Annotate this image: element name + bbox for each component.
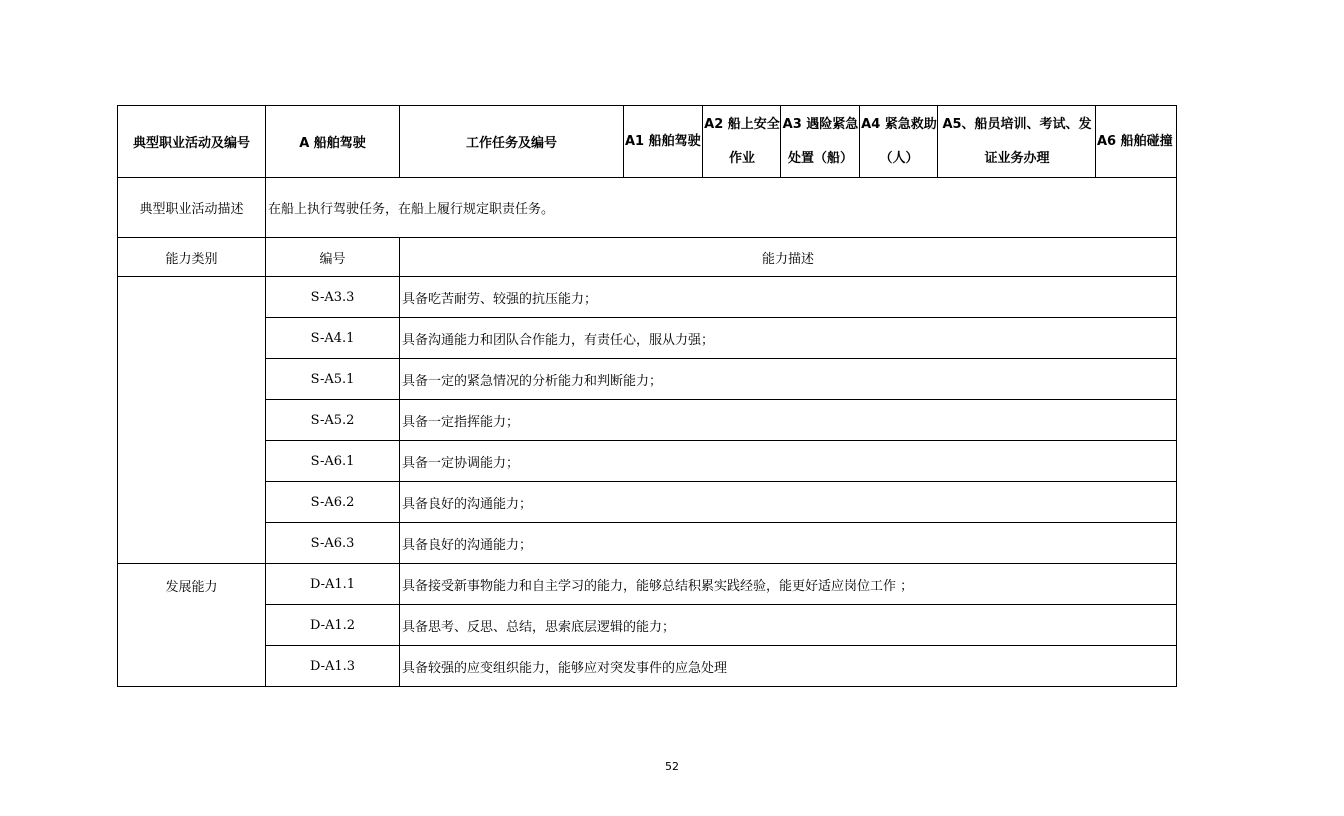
code-cell: D-A1.2 (266, 605, 400, 646)
code-cell: S-A4.1 (266, 318, 400, 359)
table-row (118, 318, 1177, 359)
code-cell: S-A3.3 (266, 277, 400, 318)
desc-header: 能力描述 (400, 238, 1177, 277)
table-row (118, 605, 1177, 646)
code-cell: S-A6.3 (266, 523, 400, 564)
page-number: 52 (665, 760, 679, 773)
code-cell: S-A6.2 (266, 482, 400, 523)
task-a6: A6 船舶碰撞 (1096, 106, 1177, 178)
description-cell: 具备思考、反思、总结，思索底层逻辑的能力； (400, 605, 1177, 646)
table-row (118, 277, 1177, 318)
task-a3: A3 遇险紧急处置（船） (781, 106, 860, 178)
table-row (118, 359, 1177, 400)
code-header: 编号 (266, 238, 400, 277)
code-cell: S-A6.1 (266, 441, 400, 482)
task-label: 工作任务及编号 (400, 106, 624, 178)
category-header: 能力类别 (118, 238, 266, 277)
task-a4: A4 紧急救助（人） (860, 106, 938, 178)
table-row (118, 400, 1177, 441)
activity-label: 典型职业活动及编号 (118, 106, 266, 178)
description-cell: 具备一定的紧急情况的分析能力和判断能力； (400, 359, 1177, 400)
description-cell: 具备良好的沟通能力； (400, 523, 1177, 564)
description-label: 典型职业活动描述 (118, 178, 266, 238)
description-cell: 具备一定指挥能力； (400, 400, 1177, 441)
code-cell: S-A5.1 (266, 359, 400, 400)
column-header-row (118, 238, 1177, 277)
category-cell: 发展能力 (118, 564, 266, 687)
task-a1: A1 船舶驾驶 (624, 106, 703, 178)
competency-table (117, 105, 1177, 687)
category-cell (118, 277, 266, 564)
task-a5: A5、船员培训、考试、发证业务办理 (938, 106, 1096, 178)
description-cell: 具备一定协调能力； (400, 441, 1177, 482)
header-row (118, 106, 1177, 178)
description-cell: 具备较强的应变组织能力，能够应对突发事件的应急处理 (400, 646, 1177, 687)
activity-value: A 船舶驾驶 (266, 106, 400, 178)
code-cell: D-A1.3 (266, 646, 400, 687)
description-text: 在船上执行驾驶任务，在船上履行规定职责任务。 (266, 178, 1177, 238)
table-row (118, 482, 1177, 523)
table-row (118, 646, 1177, 687)
description-cell: 具备接受新事物能力和自主学习的能力，能够总结积累实践经验，能更好适应岗位工作 ； (400, 564, 1177, 605)
code-cell: D-A1.1 (266, 564, 400, 605)
description-cell: 具备吃苦耐劳、较强的抗压能力； (400, 277, 1177, 318)
task-a2: A2 船上安全作业 (703, 106, 781, 178)
description-row (118, 178, 1177, 238)
table-row (118, 564, 1177, 605)
code-cell: S-A5.2 (266, 400, 400, 441)
description-cell: 具备良好的沟通能力； (400, 482, 1177, 523)
description-cell: 具备沟通能力和团队合作能力，有责任心，服从力强； (400, 318, 1177, 359)
table-row (118, 523, 1177, 564)
table-row (118, 441, 1177, 482)
